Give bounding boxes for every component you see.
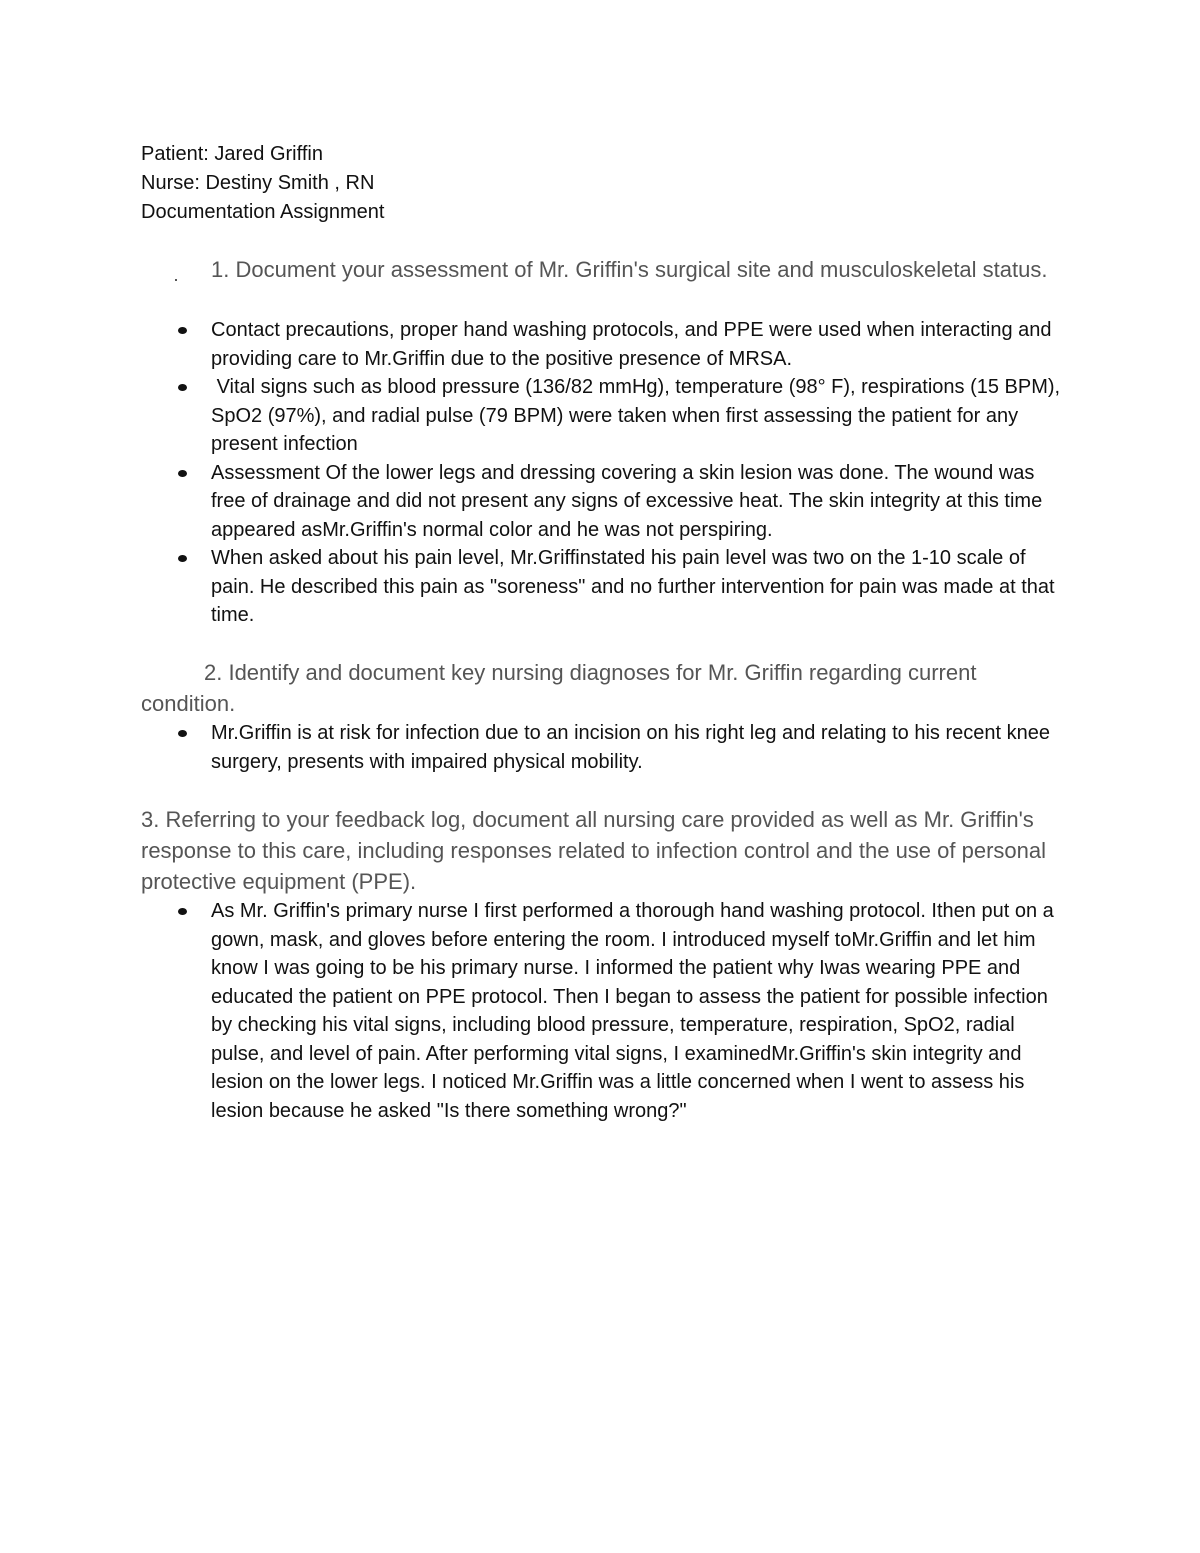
bullet-icon — [178, 730, 187, 737]
patient-line: Patient: Jared Griffin — [141, 143, 323, 165]
stray-mark — [175, 279, 177, 281]
bullet-icon — [178, 555, 187, 562]
section-2-list — [211, 719, 1071, 776]
list-item: Vital signs such as blood pressure (136/82 mmHg), temperature (98° F), respirations (15 BPM), SpO2 (97%), and radial pulse (79 BPM) were taken when first assessing the patient for any present infection — [211, 373, 1071, 459]
nurse-line: Nurse: Destiny Smith , RN — [141, 172, 375, 194]
list-item: Assessment Of the lower legs and dressing covering a skin lesion was done. The wound was free of drainage and did not present any signs of excessive heat. The skin integrity at this time appeared asMr.Griffin's normal color and he was not perspiring. — [211, 459, 1071, 545]
bullet-icon — [178, 470, 187, 477]
bullet-icon — [178, 327, 187, 334]
section-1-list — [211, 316, 1071, 630]
list-item: Contact precautions, proper hand washing protocols, and PPE were used when interacting and providing care to Mr.Griffin due to the positive presence of MRSA. — [211, 316, 1071, 373]
bullet-icon — [178, 384, 187, 391]
question-2: 2. Identify and document key nursing diagnoses for Mr. Griffin regarding current condition. — [141, 660, 977, 716]
list-item: As Mr. Griffin's primary nurse I first performed a thorough hand washing protocol. Ithen put on a gown, mask, and gloves before entering the room. I introduced myself toMr.Griffin and let him know I was going to be his primary nurse. I informed the patient why Iwas wearing PPE and educated the patient on PPE protocol. Then I began to assess the patient for possible infection by checking his vital signs, including blood pressure, temperature, respiration, SpO2, radial pulse, and level of pain. After performing vital signs, I examinedMr.Griffin's skin integrity and lesion on the lower legs. I noticed Mr.Griffin was a little concerned when I went to assess his lesion because he asked "Is there something wrong?" — [211, 897, 1071, 1125]
list-item: When asked about his pain level, Mr.Griffinstated his pain level was two on the 1-10 scale of pain. He described this pain as "soreness" and no further intervention for pain was made at that time. — [211, 544, 1071, 630]
list-item: Mr.Griffin is at risk for infection due to an incision on his right leg and relating to his recent knee surgery, presents with impaired physical mobility. — [211, 719, 1071, 776]
section-3-list — [211, 897, 1071, 1125]
question-3: 3. Referring to your feedback log, document all nursing care provided as well as Mr. Griffin's response to this care, including responses related to infection control and the use of personal protective equipment (PPE). — [141, 807, 1046, 894]
question-1: 1. Document your assessment of Mr. Griffin's surgical site and musculoskeletal status. — [211, 257, 1048, 282]
assignment-title: Documentation Assignment — [141, 201, 385, 223]
bullet-icon — [178, 908, 187, 915]
